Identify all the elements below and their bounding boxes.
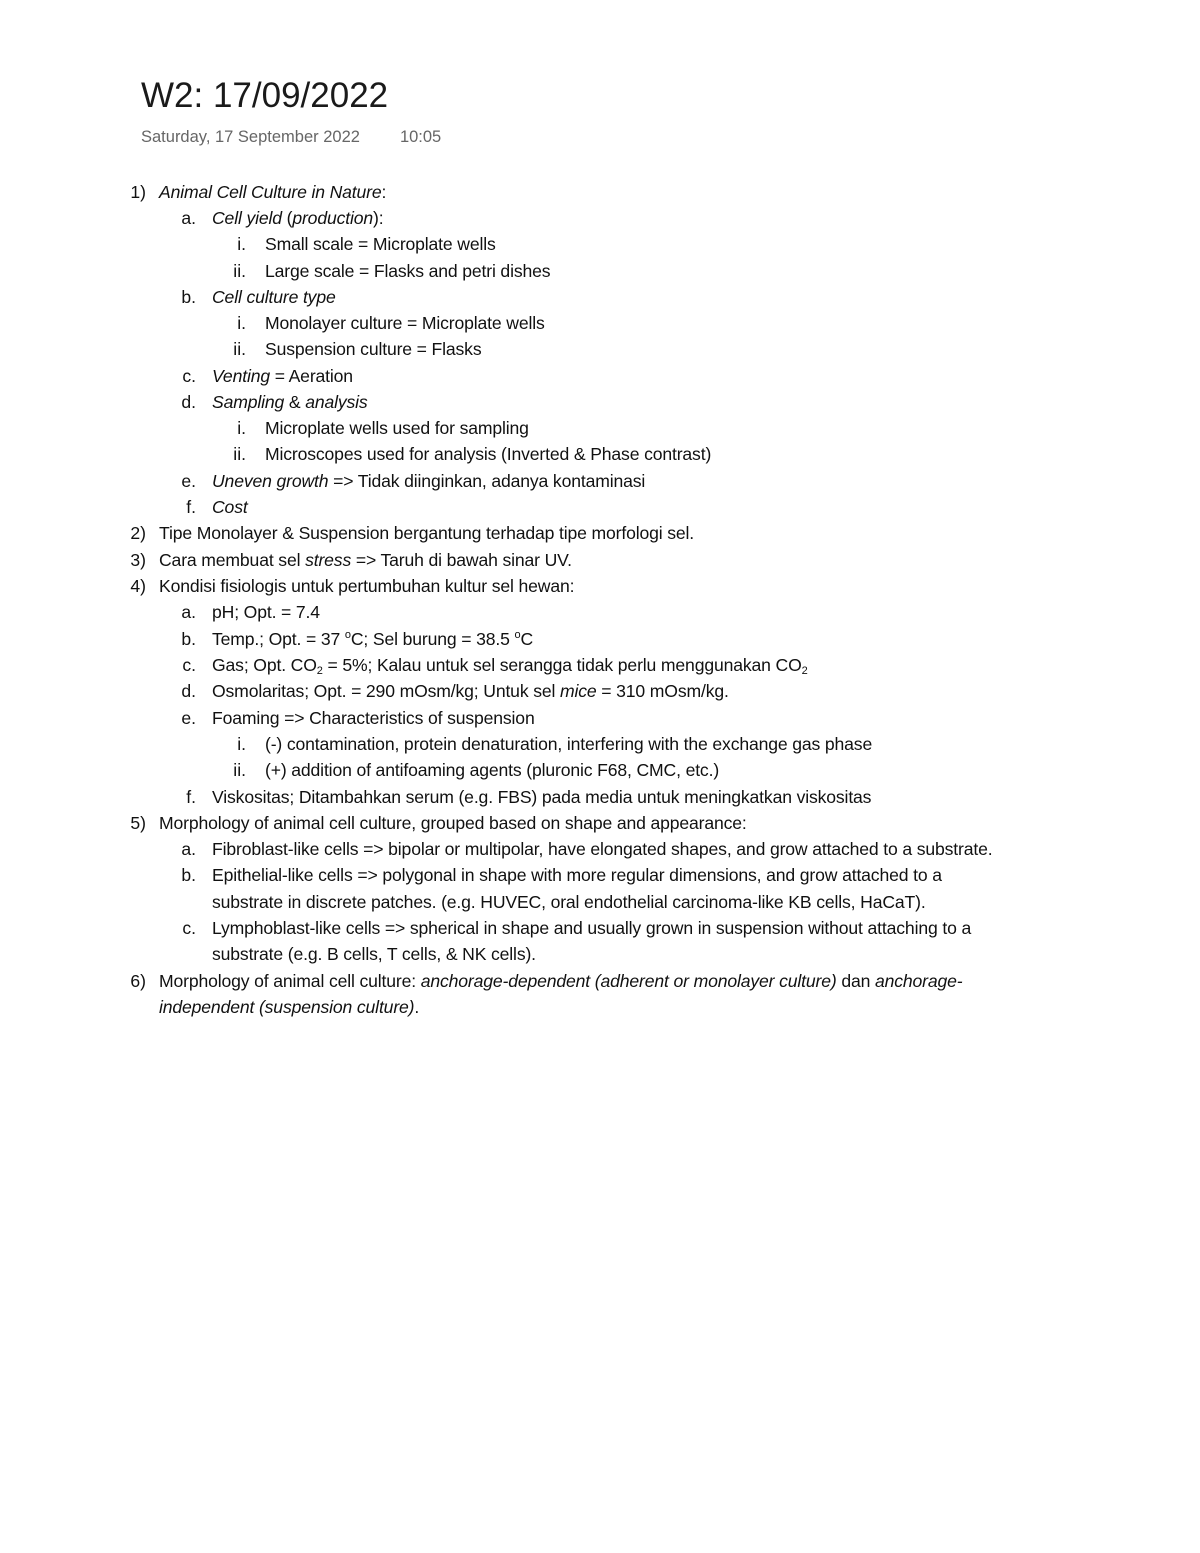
text-run: Venting [212, 366, 270, 386]
list-marker: c. [182, 655, 196, 675]
text-run: substrate (e.g. B cells, T cells, & NK cells). [212, 944, 536, 964]
text-run: 2 [801, 665, 808, 677]
list-marker: 6) [130, 971, 146, 991]
text-run: Fibroblast-like cells => bipolar or multipolar, have elongated shapes, and grow attached to a substrate. [212, 839, 993, 859]
list-marker: e. [181, 471, 196, 491]
list-item-text [265, 260, 550, 282]
text-run: (-) contamination, protein denaturation, interfering with the exchange gas phase [265, 734, 873, 754]
list-marker: i. [237, 234, 246, 254]
text-run: Cara membuat sel [159, 550, 306, 570]
text-run: => Tidak diinginkan, adanya kontaminasi [328, 471, 646, 491]
list-marker: ii. [233, 444, 246, 464]
page-meta [141, 128, 441, 147]
list-marker: c. [182, 918, 196, 938]
text-run: Uneven growth [212, 471, 329, 491]
text-run: Monolayer culture = Microplate wells [265, 313, 545, 333]
text-run: = 5%; Kalau untuk sel serangga tidak perlu menggunakan CO [322, 655, 802, 675]
text-run: => Taruh di bawah sinar UV. [351, 550, 572, 570]
text-run: anchorage-dependent (adherent or monolayer culture) [420, 971, 837, 991]
text-run: (+) addition of antifoaming agents (pluronic F68, CMC, etc.) [265, 760, 720, 780]
text-run: . [414, 997, 420, 1017]
list-item-text [212, 864, 942, 886]
text-run: = 310 mOsm/kg. [596, 681, 729, 701]
text-run: pH; Opt. = 7.4 [212, 602, 320, 622]
list-item-text [265, 759, 719, 781]
page-date: Saturday, 17 September 2022 [141, 128, 360, 146]
list-item-text [212, 365, 353, 387]
list-marker: e. [181, 708, 196, 728]
list-item-text [212, 654, 808, 676]
list-item-text [212, 496, 248, 518]
list-marker: c. [182, 366, 196, 386]
list-item-text [159, 549, 572, 571]
text-run: & [284, 392, 306, 412]
text-run: Osmolaritas; Opt. = 290 mOsm/kg; Untuk sel [212, 681, 560, 701]
text-run: C [520, 629, 534, 649]
text-run: o [344, 629, 351, 641]
text-run: Morphology of animal cell culture: [159, 971, 421, 991]
list-marker: ii. [233, 261, 246, 281]
list-item-text [212, 786, 871, 808]
list-item-text [159, 522, 694, 544]
list-marker: 3) [130, 550, 146, 570]
list-item-text [212, 207, 383, 229]
list-item-text [212, 838, 993, 860]
text-run: Microscopes used for analysis (Inverted & Phase contrast) [265, 444, 712, 464]
text-run: Animal Cell Culture in Nature [159, 182, 382, 202]
list-item-text [159, 996, 419, 1018]
text-run: o [514, 629, 521, 641]
text-run: Microplate wells used for sampling [265, 418, 529, 438]
list-marker: a. [181, 208, 196, 228]
text-run: Cell yield [212, 208, 282, 228]
text-run: anchorage- [874, 971, 963, 991]
text-run: Cost [212, 497, 248, 517]
page-title: W2: 17/09/2022 [141, 76, 389, 115]
list-item-text [212, 391, 368, 413]
list-item-text [159, 812, 747, 834]
list-marker: 1) [130, 182, 146, 202]
list-marker: i. [237, 313, 246, 333]
list-item-text [159, 181, 386, 203]
list-item-text [212, 680, 729, 702]
list-marker: ii. [233, 760, 246, 780]
text-run: Temp.; Opt. = 37 [212, 629, 345, 649]
list-item-text [159, 970, 962, 992]
text-run: Sampling [212, 392, 285, 412]
text-run: stress [305, 550, 352, 570]
list-marker: ii. [233, 339, 246, 359]
text-run: dan [836, 971, 875, 991]
text-run: ): [373, 208, 384, 228]
text-run: production [292, 208, 374, 228]
text-run: Large scale = Flasks and petri dishes [265, 261, 551, 281]
text-run: Gas; Opt. CO [212, 655, 317, 675]
list-item-text [212, 601, 320, 623]
text-run: mice [560, 681, 597, 701]
text-run: ( [281, 208, 293, 228]
list-item-text [159, 575, 574, 597]
list-marker: b. [181, 287, 196, 307]
text-run: Viskositas; Ditambahkan serum (e.g. FBS) pada media untuk meningkatkan viskositas [212, 787, 872, 807]
text-run: Lymphoblast-like cells => spherical in shape and usually grown in suspension without attaching to a [212, 918, 972, 938]
text-run: 2 [316, 665, 323, 677]
list-marker: f. [186, 497, 196, 517]
list-marker: b. [181, 629, 196, 649]
list-item-text [265, 233, 496, 255]
list-marker: i. [237, 734, 246, 754]
list-item-text [265, 338, 481, 360]
list-marker: 5) [130, 813, 146, 833]
text-run: Foaming => Characteristics of suspension [212, 708, 535, 728]
text-run: Suspension culture = Flasks [265, 339, 482, 359]
text-run: Cell culture type [212, 287, 336, 307]
list-marker: 2) [130, 523, 146, 543]
list-item-text [212, 707, 535, 729]
list-marker: a. [181, 602, 196, 622]
list-item-text [212, 470, 645, 492]
text-run: Small scale = Microplate wells [265, 234, 496, 254]
list-marker: d. [181, 392, 196, 412]
list-marker: 4) [130, 576, 146, 596]
text-run: analysis [305, 392, 368, 412]
list-marker: a. [181, 839, 196, 859]
text-run: independent (suspension culture) [159, 997, 415, 1017]
list-marker: f. [186, 787, 196, 807]
text-run: Epithelial-like cells => polygonal in shape with more regular dimensions, and grow attached to a [212, 865, 942, 885]
list-item-text [212, 917, 971, 939]
text-run: Morphology of animal cell culture, grouped based on shape and appearance: [159, 813, 747, 833]
list-item-text [265, 312, 545, 334]
list-item-text [212, 628, 533, 650]
list-marker: i. [237, 418, 246, 438]
list-item-text [212, 286, 336, 308]
list-item-text [265, 443, 711, 465]
text-run: Tipe Monolayer & Suspension bergantung terhadap tipe morfologi sel. [159, 523, 695, 543]
list-marker: d. [181, 681, 196, 701]
text-run: C; Sel burung = 38.5 [350, 629, 515, 649]
list-item-text [212, 943, 536, 965]
list-item-text [265, 417, 529, 439]
list-item-text [265, 733, 872, 755]
text-run: substrate in discrete patches. (e.g. HUVEC, oral endothelial carcinoma-like KB cells, HaCaT). [212, 892, 926, 912]
page-time: 10:05 [399, 128, 442, 146]
text-run: : [381, 182, 387, 202]
list-item-text [212, 891, 926, 913]
text-run: Kondisi fisiologis untuk pertumbuhan kultur sel hewan: [159, 576, 575, 596]
list-marker: b. [181, 865, 196, 885]
text-run: = Aeration [269, 366, 353, 386]
